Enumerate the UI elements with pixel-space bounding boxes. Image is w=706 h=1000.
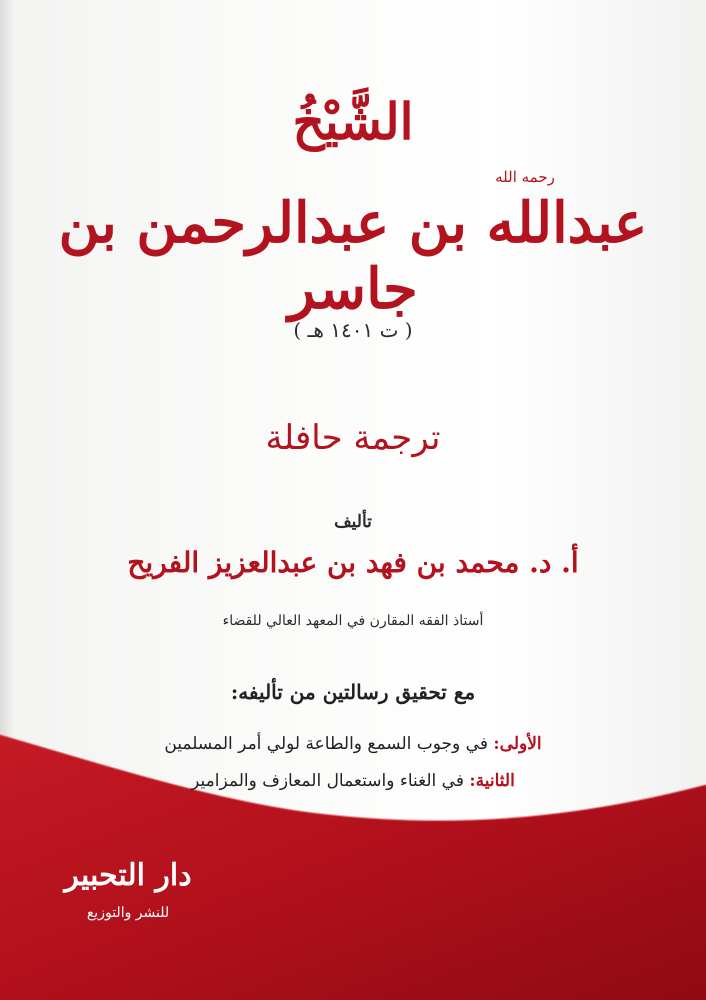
treatise-line-1 — [0, 734, 706, 754]
treatise-title: في الغناء واستعمال المعازف والمزامير — [191, 771, 464, 791]
treatises-intro: مع تحقيق رسالتين من تأليفه: — [230, 680, 476, 704]
rahimahu-annotation: رحمه الله — [495, 168, 555, 186]
publisher-tagline: للنشر والتوزيع — [86, 905, 170, 921]
honorific-title: الشَّيْخُ — [292, 92, 414, 151]
death-year: ( ت ١٤٠١ هـ ) — [293, 318, 413, 342]
subject-name: عبدالله بن عبدالرحمن بن جاسر — [58, 190, 648, 322]
treatise-label: الثانية: — [469, 771, 515, 791]
author-role: أستاذ الفقه المقارن في المعهد العالي للقضاء — [222, 613, 484, 629]
treatise-line-2 — [0, 771, 706, 791]
authored-by-label: تأليف — [334, 512, 372, 532]
author-name: أ. د. محمد بن فهد بن عبدالعزيز الفريح — [127, 546, 579, 579]
treatise-label: الأولى: — [493, 734, 542, 754]
treatise-title: في وجوب السمع والطاعة لولي أمر المسلمين — [164, 734, 488, 754]
publisher-logo: دار التحبير — [64, 858, 192, 893]
book-subtitle: ترجمة حافلة — [265, 418, 441, 458]
